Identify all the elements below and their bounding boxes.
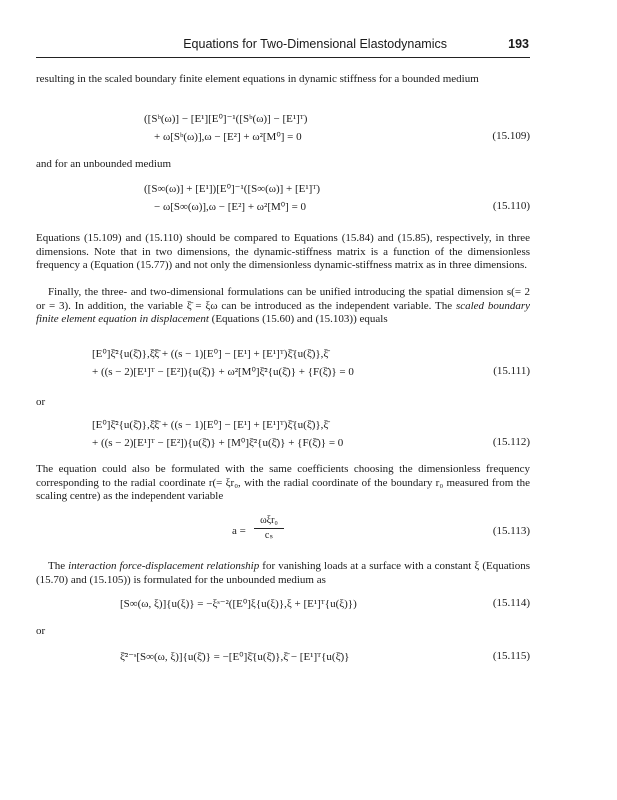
connector-or: or	[36, 396, 46, 408]
equation-line: + ((s − 2)[E¹]ᵀ − [E²]){u(ξ̄)} + ω²[M⁰]ξ̄²{u(ξ̄)} + {F(ξ̄)} = 0	[92, 366, 354, 378]
equation-number: (15.110)	[492, 200, 530, 212]
equation-number: (15.115)	[492, 650, 530, 662]
equation-line: ([S∞(ω)] + [E¹])[E⁰]⁻¹([S∞(ω)] + [E¹]ᵀ)	[144, 183, 320, 195]
equation-number: (15.111)	[493, 365, 530, 377]
fraction-denominator: cₛ	[264, 530, 274, 541]
paragraph-comparison: Equations (15.109) and (15.110) should be compared to Equations (15.84) and (15.85), respectively, in three dimensions. Note that in two dimensions, the dynamic-stiffness matrix is a function of the dimensionless frequency a (Equation (15.77)) and not only the dimensionless dynamic-stiffness matrix as in three dimensions.	[36, 232, 530, 271]
paragraph-unbounded: and for an unbounded medium	[36, 158, 172, 170]
equation-line: + ω[Sᵇ(ω)],ω − [E²] + ω²[M⁰] = 0	[154, 131, 302, 143]
equation-line: − ω[S∞(ω)],ω − [E²] + ω²[M⁰] = 0	[154, 201, 307, 213]
equation-lhs: a =	[232, 525, 246, 537]
connector-or: or	[36, 625, 46, 637]
page-number: 193	[508, 37, 529, 51]
paragraph-interaction	[36, 560, 530, 587]
emphasis-text: scaled boundary finite element equation in displacement	[36, 299, 531, 325]
text-run: Finally, the three- and two-dimensional formulations can be unified introducing the spatial dimension s(= 2 or = 3). In addition, the variable ξ̄ = ξω can be introduced as the independent variable. The	[36, 286, 530, 312]
fraction-numerator: ωξr₀	[260, 515, 278, 526]
equation-number: (15.112)	[492, 436, 530, 448]
fraction-bar	[254, 528, 284, 529]
equation-15-112	[36, 418, 530, 454]
equation-line: [E⁰]ξ̄²{u(ξ̄)},ξ̄ξ̄ + ((s − 1)[E⁰] − [E¹] + [E¹]ᵀ)ξ̄{u(ξ̄)},ξ̄	[92, 348, 329, 360]
text-run: for vanishing loads at a surface with a constant ξ (Equations (15.70) and (15.105)) is formulated for the unbounded medium as	[36, 560, 530, 586]
equation-line: [E⁰]ξ̄²{u(ξ̄)},ξ̄ξ̄ + ((s − 1)[E⁰] − [E¹] + [E¹]ᵀ)ξ̄{u(ξ̄)},ξ̄	[92, 419, 329, 431]
text-run: (Equations (15.60) and (15.103)) equals	[208, 313, 388, 325]
equation-line: + ((s − 2)[E¹]ᵀ − [E²]){u(ξ̄)} + [M⁰]ξ̄²{u(ξ̄)} + {F(ξ̄)} = 0	[92, 437, 344, 449]
paragraph-unified	[36, 286, 530, 327]
equation-15-109	[36, 112, 530, 148]
equation-line: [S∞(ω, ξ)]{u(ξ)} = −ξˢ⁻²([E⁰]ξ{u(ξ)},ξ + [E¹]ᵀ{u(ξ)})	[120, 598, 357, 610]
text-run: The	[48, 560, 69, 572]
running-header	[36, 37, 529, 55]
equation-line: ξ̄²⁻ˢ[S∞(ω, ξ)]{u(ξ̄)} = −[E⁰]ξ̄{u(ξ̄)},ξ̄ − [E¹]ᵀ{u(ξ̄)}	[120, 651, 350, 663]
paragraph-intro: resulting in the scaled boundary finite element equations in dynamic stiffness for a bounded medium	[36, 73, 479, 85]
equation-number: (15.109)	[492, 130, 530, 142]
equation-15-111	[36, 347, 530, 383]
equation-number: (15.114)	[492, 597, 530, 609]
fraction	[254, 515, 284, 547]
emphasis-text: interaction force-displacement relationship	[68, 560, 260, 572]
paragraph-radial: The equation could also be formulated with the same coefficients choosing the dimensionless frequency corresponding to the radial coordinate r(= ξr₀, with the radial coordinate of the boundary r₀ measured from the scaling centre) as the independent variable	[36, 463, 530, 502]
running-title: Equations for Two-Dimensional Elastodynamics	[183, 37, 447, 51]
equation-15-110	[36, 182, 530, 218]
equation-15-113	[36, 515, 530, 549]
equation-number: (15.113)	[492, 525, 530, 537]
equation-15-114	[36, 597, 530, 615]
header-rule	[36, 57, 530, 58]
equation-15-115	[36, 650, 530, 668]
equation-line: ([Sᵇ(ω)] − [E¹][E⁰]⁻¹([Sᵇ(ω)] − [E¹]ᵀ)	[144, 113, 308, 125]
